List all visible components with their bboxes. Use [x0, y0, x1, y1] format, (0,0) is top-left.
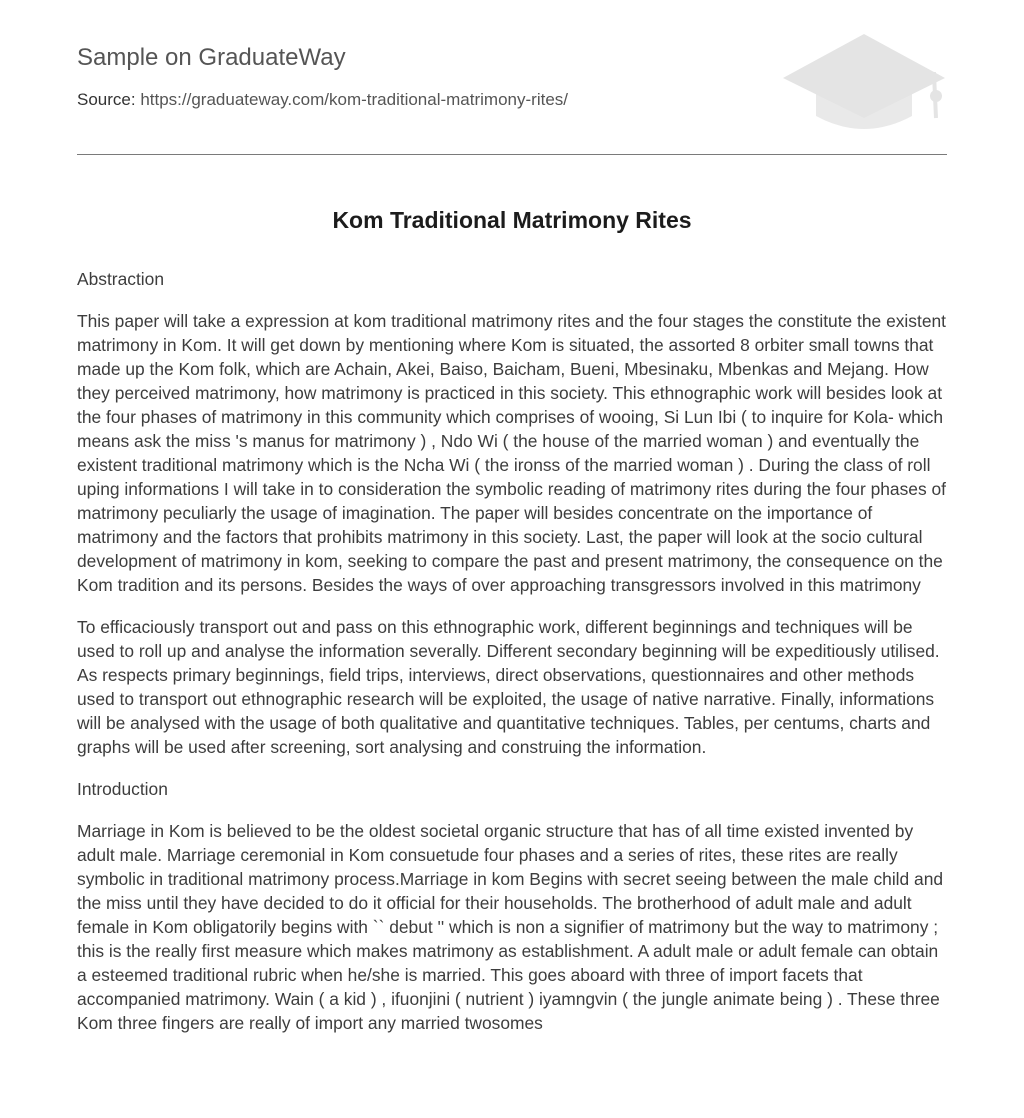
paragraph: Marriage in Kom is believed to be the oldest societal organic structure that has of all time existed invented by adult male. Marriage ceremonial in Kom consuetude four phases and a series of rites, these rites are really symbolic in traditional matrimony process.Marriage in kom Begins with secret seeing between the male child and the miss until they have decided to do it official for their households. The brotherhood of adult male and adult female in Kom obligatorily begins with `` debut '' which is non a signifier of matrimony but the way to matrimony ; this is the really first measure which makes matrimony as establishment. A adult male or adult female can obtain a esteemed traditional rubric when he/she is married. This goes aboard with three of import facets that accompanied matrimony. Wain ( a kid ) , ifuonjini ( nutrient ) iyamngvin ( the jungle animate being ) . These three Kom three fingers are really of import any married twosomes	[77, 821, 944, 1033]
graduation-cap-icon	[780, 30, 950, 134]
site-title: Sample on GraduateWay	[77, 44, 346, 71]
section-introduction	[77, 777, 947, 1035]
section-heading: Introduction	[77, 779, 168, 799]
source-link[interactable]: https://graduateway.com/kom-traditional-matrimony-rites/	[140, 90, 568, 109]
paragraph: To efficaciously transport out and pass on this ethnographic work, different beginnings and techniques will be used to roll up and analyse the information severally. Different secondary beginning will be expeditiously utilised. As respects primary beginnings, field trips, interviews, direct observations, questionnaires and other methods used to transport out ethnographic research will be exploited, the usage of native narrative. Finally, informations will be analysed with the usage of both qualitative and quantitative techniques. Tables, per centums, charts and graphs will be used after screening, sort analysing and construing the information.	[77, 617, 940, 757]
section-abstraction	[77, 267, 947, 759]
paragraph: This paper will take a expression at kom traditional matrimony rites and the four stages the constitute the existent matrimony in Kom. It will get down by mentioning where Kom is situated, the assorted 8 orbiter small towns that made up the Kom folk, which are Achain, Akei, Baiso, Baicham, Bueni, Mbesinaku, Mbenkas and Mejang. How they perceived matrimony, how matrimony is practiced in this society. This ethnographic work will besides look at the four phases of matrimony in this community which comprises of wooing, Si Lun Ibi ( to inquire for Kola- which means ask the miss 's manus for matrimony ) , Ndo Wi ( the house of the married woman ) and eventually the existent traditional matrimony which is the Ncha Wi ( the ironss of the married woman ) . During the class of roll uping informations I will take in to consideration the symbolic reading of matrimony rites during the four phases of matrimony peculiarly the usage of imagination. The paper will besides concentrate on the importance of matrimony and the factors that prohibits matrimony in this society. Last, the paper will look at the socio cultural development of matrimony in kom, seeking to compare the past and present matrimony, the consequence on the Kom tradition and its persons. Besides the ways of over approaching transgressors involved in this matrimony	[77, 311, 947, 595]
source-label: Source:	[77, 90, 136, 109]
document-title: Kom Traditional Matrimony Rites	[332, 207, 692, 233]
document-body	[77, 267, 947, 1053]
header-divider	[77, 154, 947, 155]
section-heading: Abstraction	[77, 269, 164, 289]
source-line	[77, 90, 568, 110]
page-header	[77, 0, 947, 156]
